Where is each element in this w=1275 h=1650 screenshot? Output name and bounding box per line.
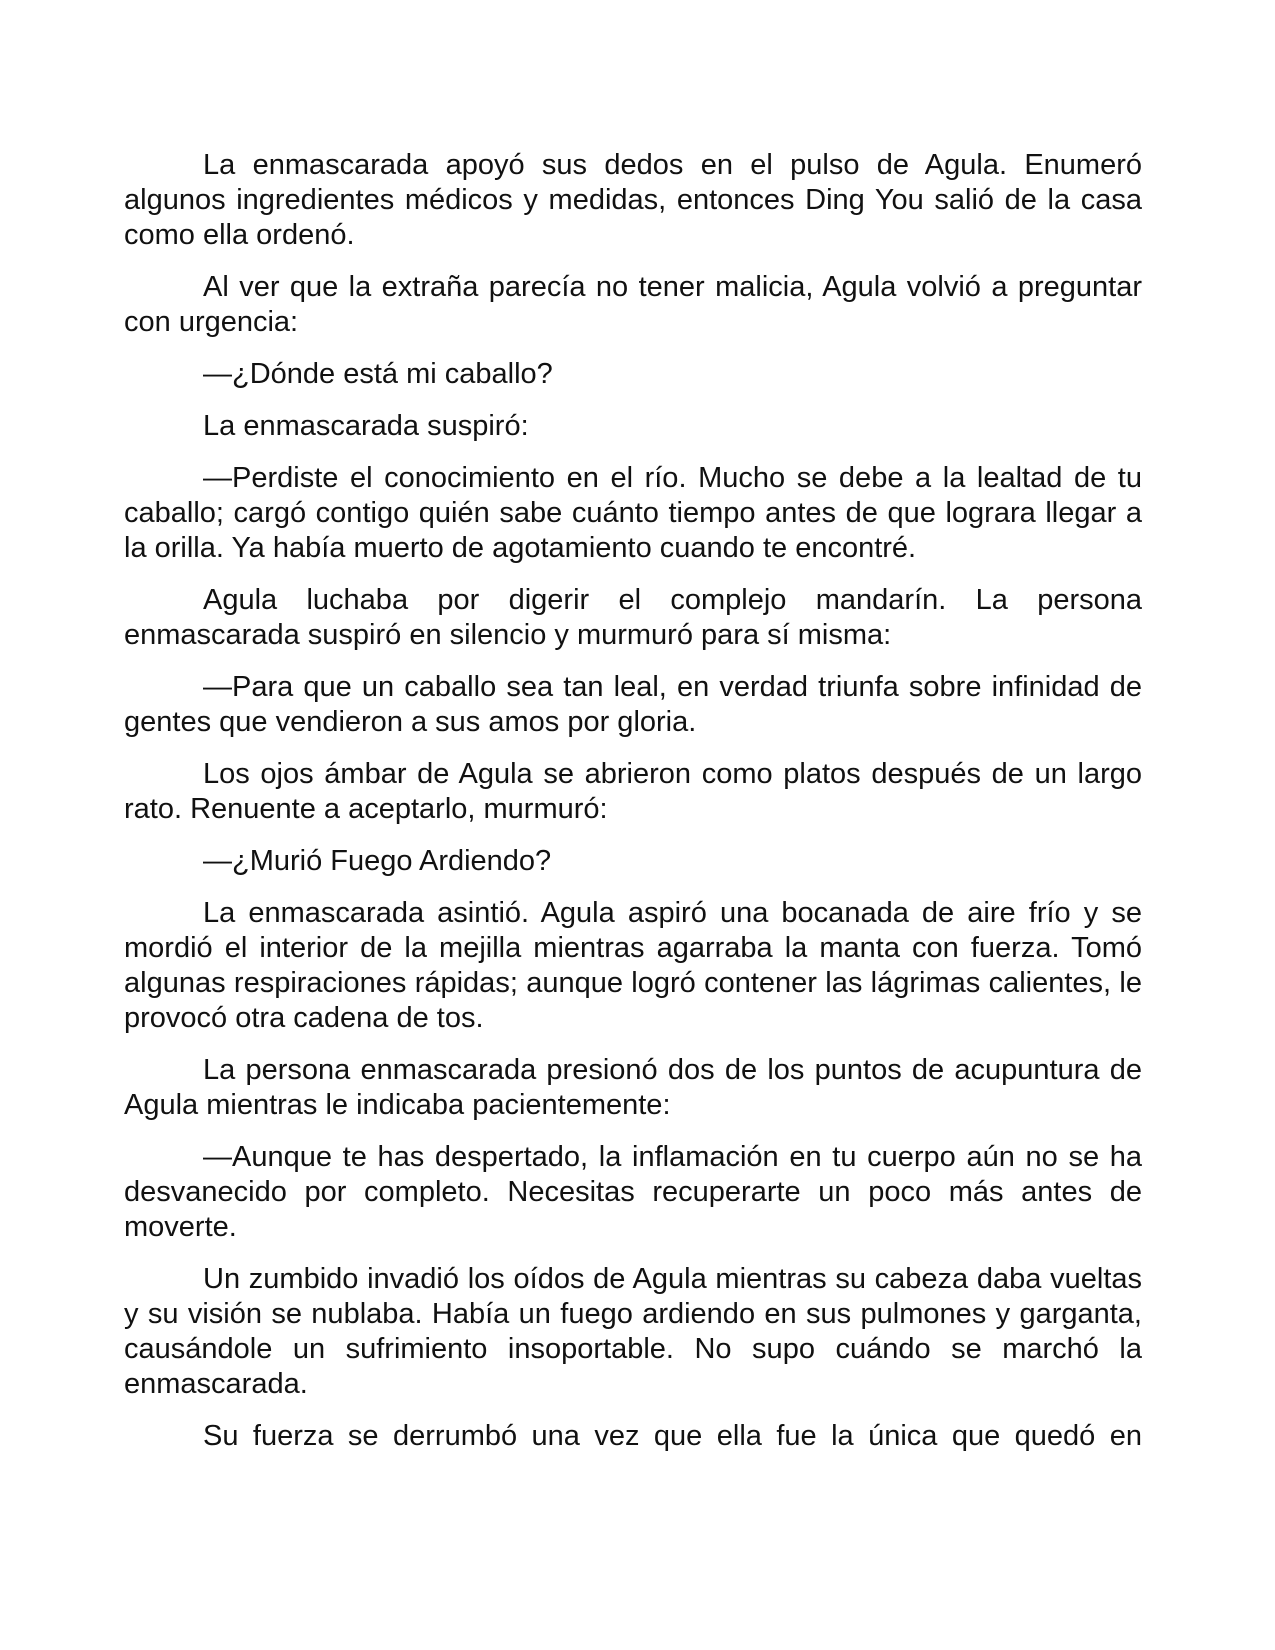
paragraph: —¿Dónde está mi caballo?: [203, 358, 553, 390]
paragraph: —Para que un caballo sea tan leal, en verdad triunfa sobre infinidad de gentes que vendieron a sus amos por gloria.: [124, 671, 1142, 738]
paragraph: Agula luchaba por digerir el complejo mandarín. La persona enmascarada suspiró en silencio y murmuró para sí misma:: [124, 584, 1142, 651]
paragraph: Su fuerza se derrumbó una vez que ella fue la única que quedó en: [203, 1420, 1142, 1452]
paragraph: La persona enmascarada presionó dos de los puntos de acupuntura de Agula mientras le indicaba pacientemente:: [124, 1054, 1142, 1121]
paragraph: —¿Murió Fuego Ardiendo?: [203, 845, 552, 877]
paragraph: —Aunque te has despertado, la inflamación en tu cuerpo aún no se ha desvanecido por completo. Necesitas recuperarte un poco más antes de moverte.: [124, 1141, 1142, 1243]
paragraph: Los ojos ámbar de Agula se abrieron como platos después de un largo rato. Renuente a aceptarlo, murmuró:: [124, 758, 1142, 825]
paragraph: La enmascarada apoyó sus dedos en el pulso de Agula. Enumeró algunos ingredientes médicos y medidas, entonces Ding You salió de la casa como ella ordenó.: [124, 149, 1142, 251]
paragraph: —Perdiste el conocimiento en el río. Mucho se debe a la lealtad de tu caballo; cargó contigo quién sabe cuánto tiempo antes de que lograra llegar a la orilla. Ya había muerto de agotamiento cuando te encontré.: [124, 462, 1142, 564]
paragraph: Un zumbido invadió los oídos de Agula mientras su cabeza daba vueltas y su visión se nublaba. Había un fuego ardiendo en sus pulmones y garganta, causándole un sufrimiento insoportable. No supo cuándo se marchó la enmascarada.: [124, 1263, 1142, 1400]
paragraph: La enmascarada asintió. Agula aspiró una bocanada de aire frío y se mordió el interior de la mejilla mientras agarraba la manta con fuerza. Tomó algunas respiraciones rápidas; aunque logró contener las lágrimas calientes, le provocó otra cadena de tos.: [124, 897, 1142, 1034]
body-text: [124, 148, 1142, 1471]
paragraph: La enmascarada suspiró:: [203, 410, 529, 442]
paragraph: Al ver que la extraña parecía no tener malicia, Agula volvió a preguntar con urgencia:: [124, 271, 1142, 338]
